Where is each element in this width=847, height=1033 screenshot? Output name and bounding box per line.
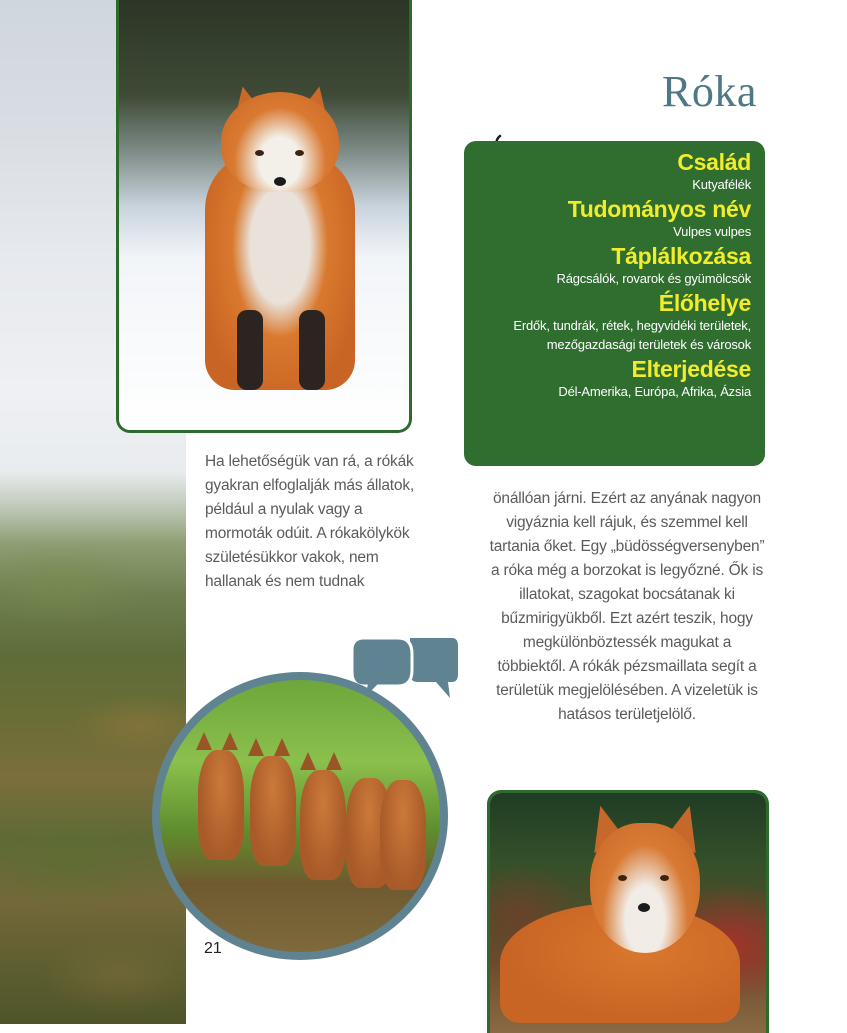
fact-heading-family: Család (677, 149, 751, 175)
fox-in-snow-photo (116, 0, 412, 433)
fact-value-family: Kutyafélék (692, 177, 751, 192)
fact-value-scientific-name: Vulpes vulpes (673, 224, 751, 239)
fox-lying-photo (487, 790, 769, 1033)
fact-value-diet: Rágcsálók, rovarok és gyümölcsök (556, 271, 751, 286)
fact-heading-scientific-name: Tudományos név (567, 196, 751, 222)
body-text-right: önállóan járni. Ezért az anyának nagyon vigyáznia kell rájuk, és szemmel kell tartania őket. Egy „büdösségversenyben” a róka még a borzokat is legyőzné. Ők is illatokat, szagokat bocsátanak ki bűzmirigyükből. Ezt azért teszik, hogy megkülönböztessék magukat a többiektől. A rókák pézsmaillata segít a területük megjelölésében. A vizeletük is hatásos területjelölő. (489, 490, 765, 723)
fact-heading-habitat: Élőhelye (658, 290, 751, 316)
body-text-left: Ha lehetőségük van rá, a rókák gyakran elfoglalják más állatok, például a nyulak vagy a mormoták odúit. A rókakölykök születésükkor vakok, nem hallanak és nem tudnak (205, 453, 414, 590)
page-number: 21 (204, 940, 222, 957)
fact-value-habitat: Erdők, tundrák, rétek, hegyvidéki területek, mezőgazdasági területek és városok (513, 318, 751, 352)
page-title: Róka (662, 67, 757, 116)
fact-value-distribution: Dél-Amerika, Európa, Afrika, Ázsia (558, 384, 751, 399)
fact-heading-diet: Táplálkozása (611, 243, 751, 269)
fact-box (464, 141, 765, 466)
fox-kits-photo (152, 672, 448, 960)
background-meadow-texture (0, 505, 186, 1024)
fact-heading-distribution: Elterjedése (631, 356, 751, 382)
